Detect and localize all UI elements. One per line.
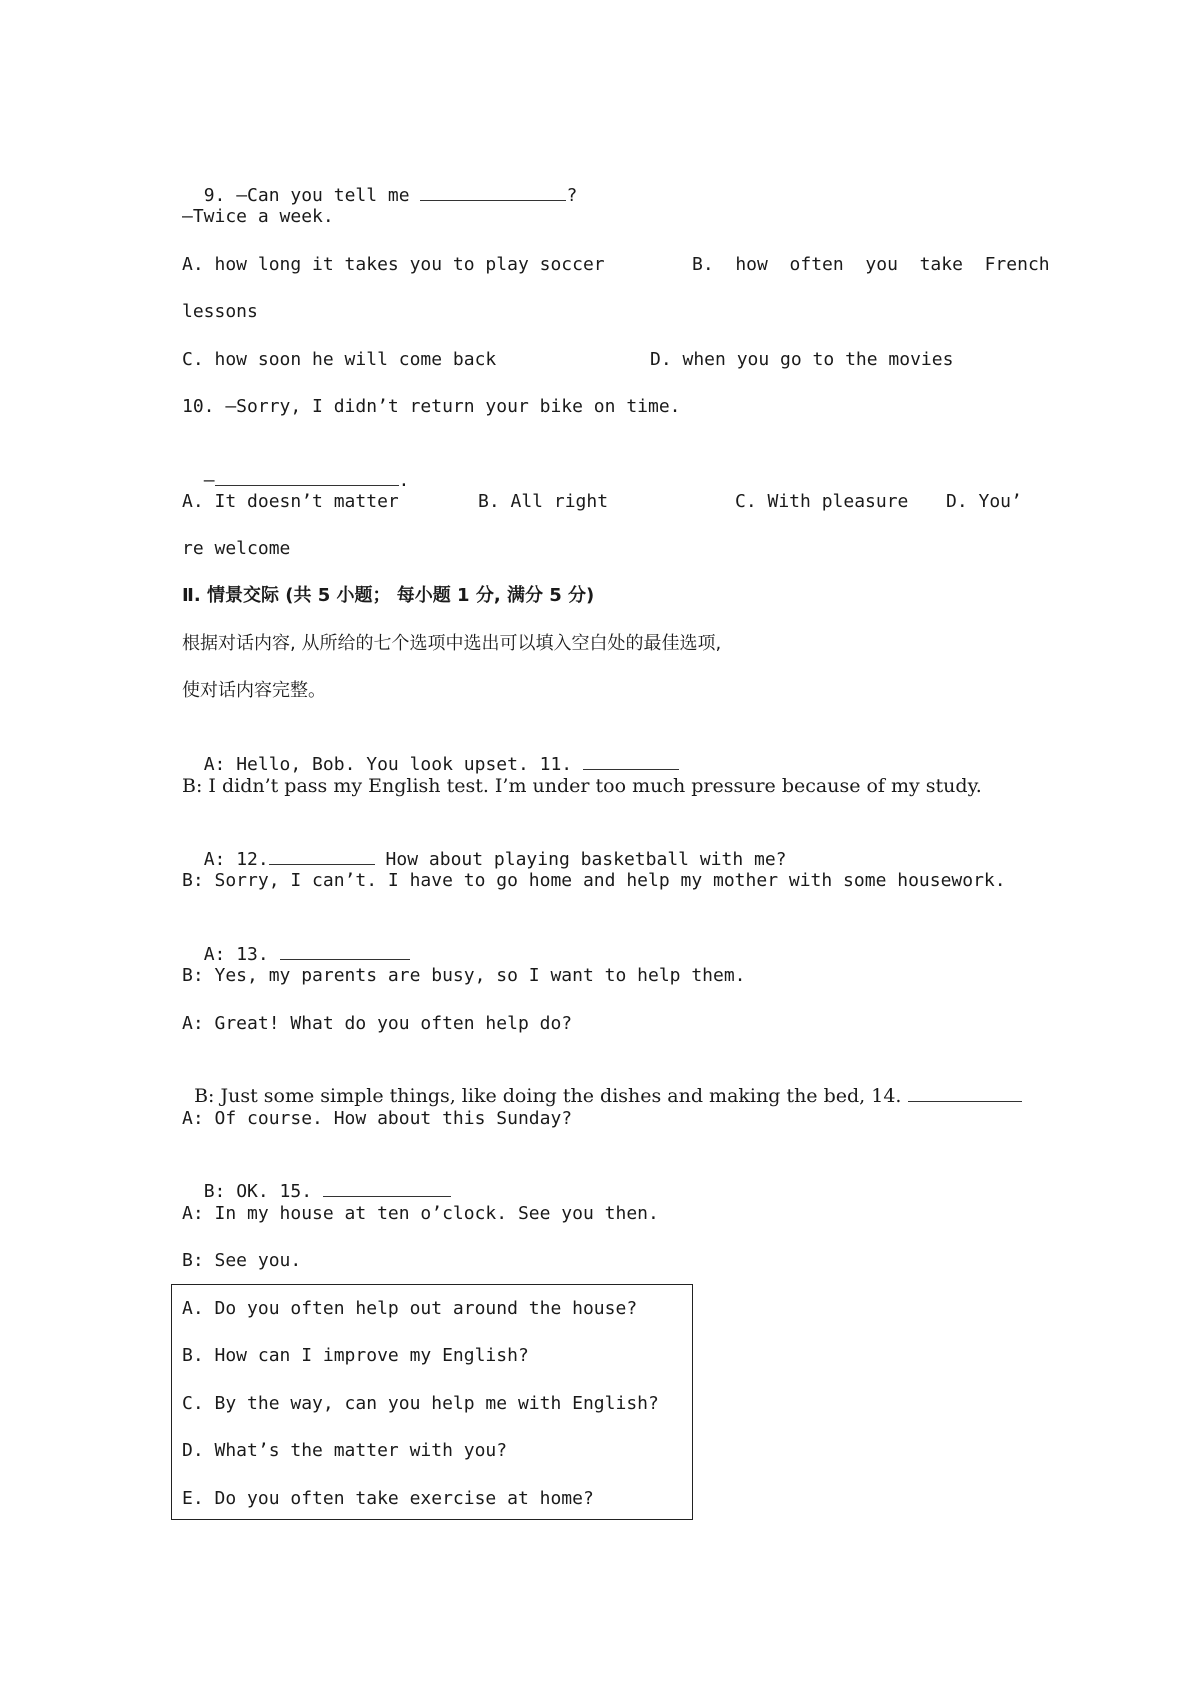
option-c: C. By the way, can you help me with English? <box>182 1393 659 1414</box>
q9-stem <box>182 158 577 208</box>
dialogue-line-3-end: How about playing basketball with me? <box>374 849 787 870</box>
option-e: E. Do you often take exercise at home? <box>182 1488 594 1509</box>
dialogue-line-3-start: A: 12. <box>203 849 269 870</box>
dialogue-line-2: B: I didn’t pass my English test. I’m under too much pressure because of my study. <box>182 775 982 797</box>
q10-reply-end: . <box>398 470 410 491</box>
dialogue-line-3 <box>182 822 787 872</box>
section2-instruction-1: 根据对话内容, 从所给的七个选项中选出可以填入空白处的最佳选项, <box>182 633 722 654</box>
dialogue-line-5-text: A: 13. <box>203 944 280 965</box>
dialogue-line-8-text: B: Just some simple things, like doing the dishes and making the bed, 14. <box>194 1085 908 1107</box>
q9-reply: —Twice a week. <box>182 206 334 227</box>
dialogue-line-7: A: Great! What do you often help do? <box>182 1013 573 1034</box>
dialogue-line-8 <box>182 1059 1022 1108</box>
option-b: B. How can I improve my English? <box>182 1345 529 1366</box>
dialogue-line-1-text: A: Hello, Bob. You look upset. 11. <box>203 754 583 775</box>
dialogue-line-5 <box>182 917 410 967</box>
section2-heading: Ⅱ. 情景交际 (共 5 小题； 每小题 1 分, 满分 5 分) <box>182 585 595 606</box>
option-d: D. What’s the matter with you? <box>182 1440 508 1461</box>
dialogue-line-9: A: Of course. How about this Sunday? <box>182 1108 573 1129</box>
q9-blank[interactable] <box>420 182 566 201</box>
dialogue-line-1 <box>182 727 679 777</box>
dialogue-line-12: B: See you. <box>182 1250 302 1271</box>
dialogue-line-10 <box>182 1154 451 1204</box>
blank-13[interactable] <box>280 941 410 960</box>
q9-option-a: A. how long it takes you to play soccer <box>182 254 605 275</box>
q10-blank[interactable] <box>215 467 399 486</box>
q10-option-b: B. All right <box>478 491 609 512</box>
q10-option-a: A. It doesn’t matter <box>182 491 399 512</box>
q10-option-c: C. With pleasure <box>735 491 909 512</box>
q10-option-d-wrap: re welcome <box>182 538 291 559</box>
q9-option-b: B. how often you take French <box>692 254 1050 275</box>
q9-option-d: D. when you go to the movies <box>650 349 954 370</box>
blank-12[interactable] <box>269 846 375 865</box>
q9-option-b-wrap: lessons <box>182 301 258 322</box>
q9-stem-end: ? <box>566 185 578 206</box>
blank-14[interactable] <box>908 1083 1022 1102</box>
option-a: A. Do you often help out around the house? <box>182 1298 638 1319</box>
dialogue-line-4: B: Sorry, I can’t. I have to go home and help my mother with some housework. <box>182 870 1006 891</box>
q10-reply-dash: — <box>203 470 215 491</box>
dialogue-line-11: A: In my house at ten o’clock. See you then. <box>182 1203 659 1224</box>
blank-11[interactable] <box>583 751 679 770</box>
dialogue-line-10-text: B: OK. 15. <box>203 1181 323 1202</box>
dialogue-line-6: B: Yes, my parents are busy, so I want to help them. <box>182 965 746 986</box>
q9-option-c: C. how soon he will come back <box>182 349 497 370</box>
section2-instruction-2: 使对话内容完整。 <box>182 680 326 701</box>
q10-option-d: D. You’ <box>946 491 1022 512</box>
q10-stem: 10. —Sorry, I didn’t return your bike on time. <box>182 396 681 417</box>
q10-reply <box>182 443 409 493</box>
blank-15[interactable] <box>323 1178 451 1197</box>
q9-stem-text: 9. —Can you tell me <box>203 185 421 206</box>
